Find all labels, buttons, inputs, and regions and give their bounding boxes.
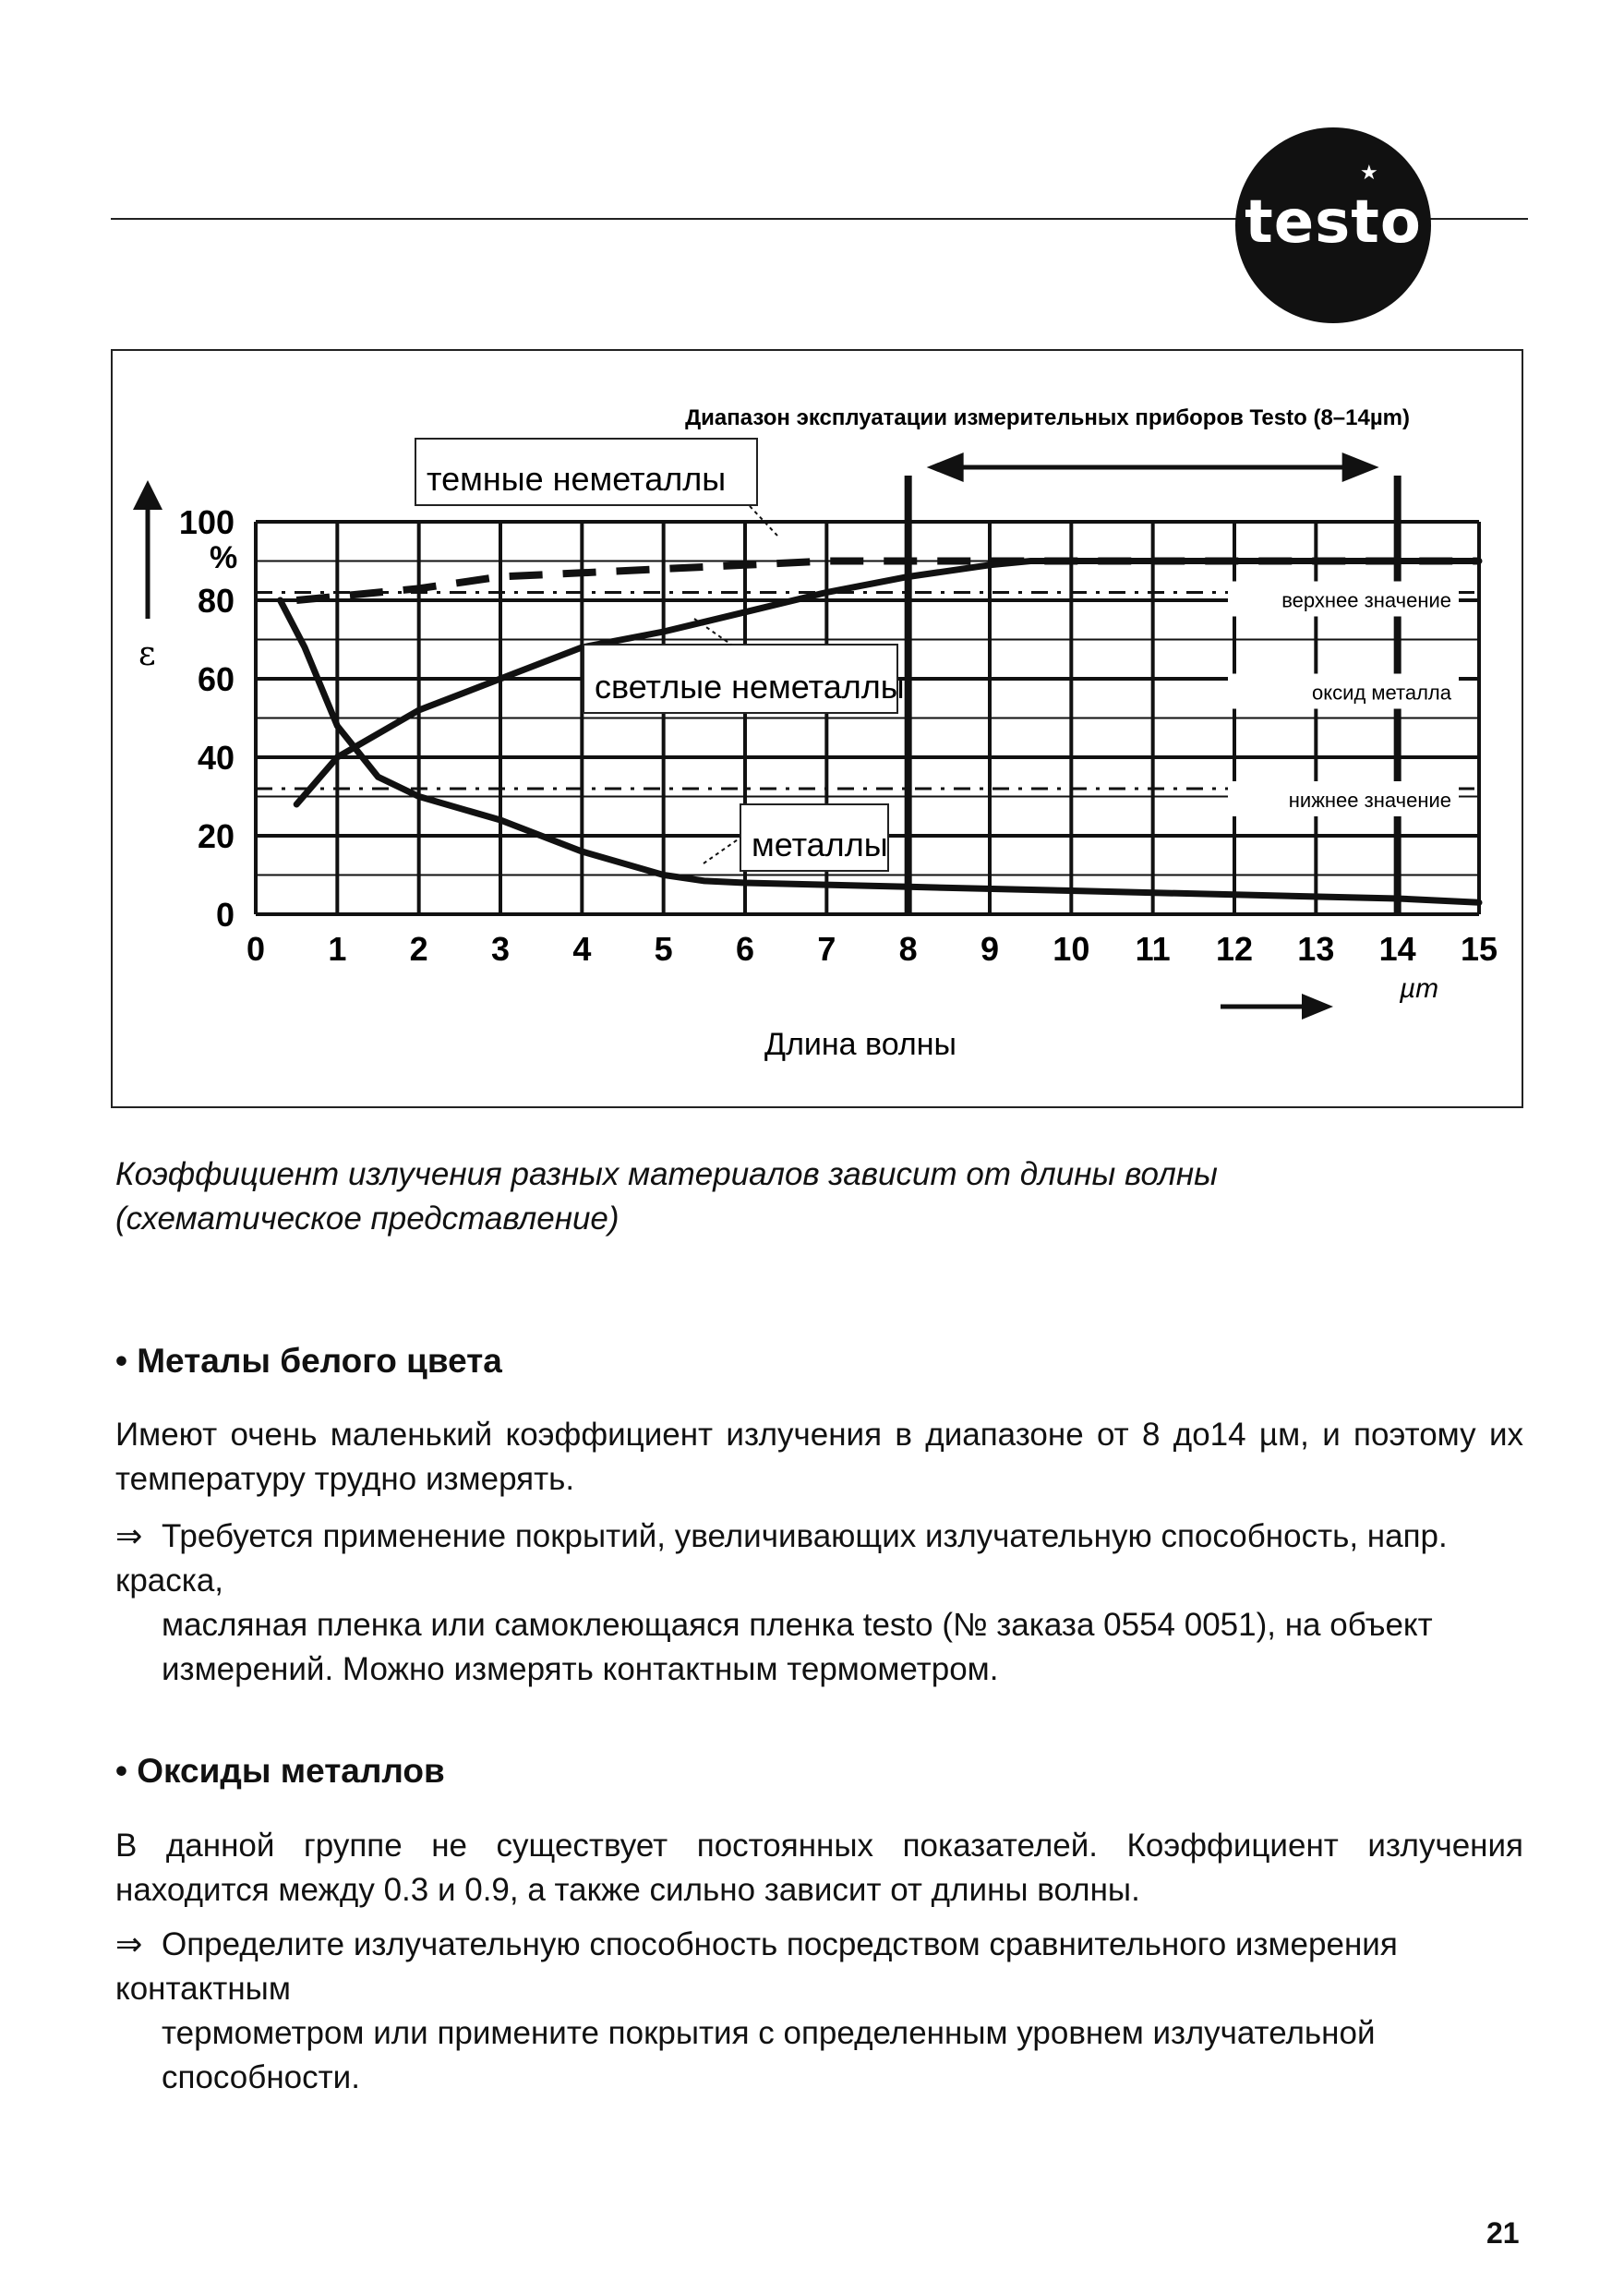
x-tick-label: 9 [980,930,1000,968]
section-heading-white-metals: • Металы белого цвета [115,1342,502,1380]
label-lower-value: нижнее значение [1288,789,1451,812]
section-advice-metal-oxides [115,1923,1523,2100]
x-tick-label: 14 [1378,930,1416,968]
y-tick-label: 100 [178,503,235,541]
x-tick-label: 5 [654,930,673,968]
advice-first-line: Определите излучательную способность посредством сравнительного измерения контактным [115,1926,1398,2007]
x-tick-label: 6 [735,930,755,968]
x-tick-label: 1 [328,930,347,968]
section-text-white-metals: Имеют очень маленький коэффициент излучения в диапазоне от 8 до14 µм, и поэтому их температуру трудно измерять. [115,1417,1523,1497]
x-tick-label: 11 [1135,930,1171,968]
star-icon: ★ [1360,161,1378,184]
advice-rest: термометром или примените покрытия с определенным уровнем излучательной способности. [162,2015,1376,2095]
advice-first-line: Требуется применение покрытий, увеличивающих излучательную способность, напр. краска, [115,1518,1448,1599]
implies-arrow-icon: ⇒ [115,1518,143,1554]
y-tick-label: 80 [197,582,235,620]
label-metals: металлы [752,826,888,863]
testo-logo [1235,127,1431,323]
figure-caption: Коэффициент излучения разных материалов зависит от длины волны (схематическое представление) [115,1156,1218,1237]
y-tick-label: 20 [197,817,235,855]
emissivity-chart [111,349,1523,1108]
label-upper-value: верхнее значение [1281,588,1451,612]
x-tick-label: 0 [246,930,266,968]
x-tick-label: 8 [898,930,918,968]
x-tick-label: 2 [409,930,428,968]
x-tick-label: 10 [1053,930,1090,968]
section-heading-metal-oxides: • Оксиды металлов [115,1752,445,1790]
pointer-metal [704,838,740,863]
label-dark-nonmetals: темные неметаллы [427,460,727,498]
y-unit-label: % [210,540,238,575]
range-arrow-right [1342,453,1379,482]
y-axis-arrow-head [133,480,162,510]
x-tick-label: 12 [1215,930,1254,968]
x-tick-label: 4 [572,930,592,968]
y-tick-label: 60 [197,660,235,698]
label-metal-oxide: оксид металла [1312,681,1451,705]
range-title: Диапазон эксплуатации измерительных приборов Testo (8–14µm) [685,405,1410,430]
chart-svg [113,351,1522,1106]
advice-rest: масляная пленка или самоклеющаяся пленка testo (№ заказа 0554 0051), на объект измерений. Можно измерять контактным термометром. [162,1607,1433,1687]
x-tick-label: 13 [1297,930,1335,968]
section-advice-white-metals [115,1515,1523,1692]
x-tick-label: 3 [490,930,511,968]
y-axis-label: ε [138,635,156,673]
logo-text: testo [1245,188,1422,257]
label-light-nonmetals: светлые неметаллы [595,668,905,706]
y-tick-label: 0 [215,896,235,934]
section-text-metal-oxides: В данной группе не существует постоянных показателей. Коэффициент излучения находится между 0.3 и 0.9, а также сильно зависит от длины волны. [115,1828,1523,1908]
x-tick-label: 15 [1460,930,1498,968]
range-arrow-left [927,453,964,482]
y-tick-label: 40 [197,739,235,777]
page-number: 21 [1486,2216,1520,2250]
implies-arrow-icon: ⇒ [115,1926,143,1962]
x-axis-label: Длина волны [764,1027,956,1062]
x-axis-arrow-head [1302,994,1333,1020]
x-unit-label: µm [1399,973,1439,1004]
x-tick-label: 7 [817,930,836,968]
